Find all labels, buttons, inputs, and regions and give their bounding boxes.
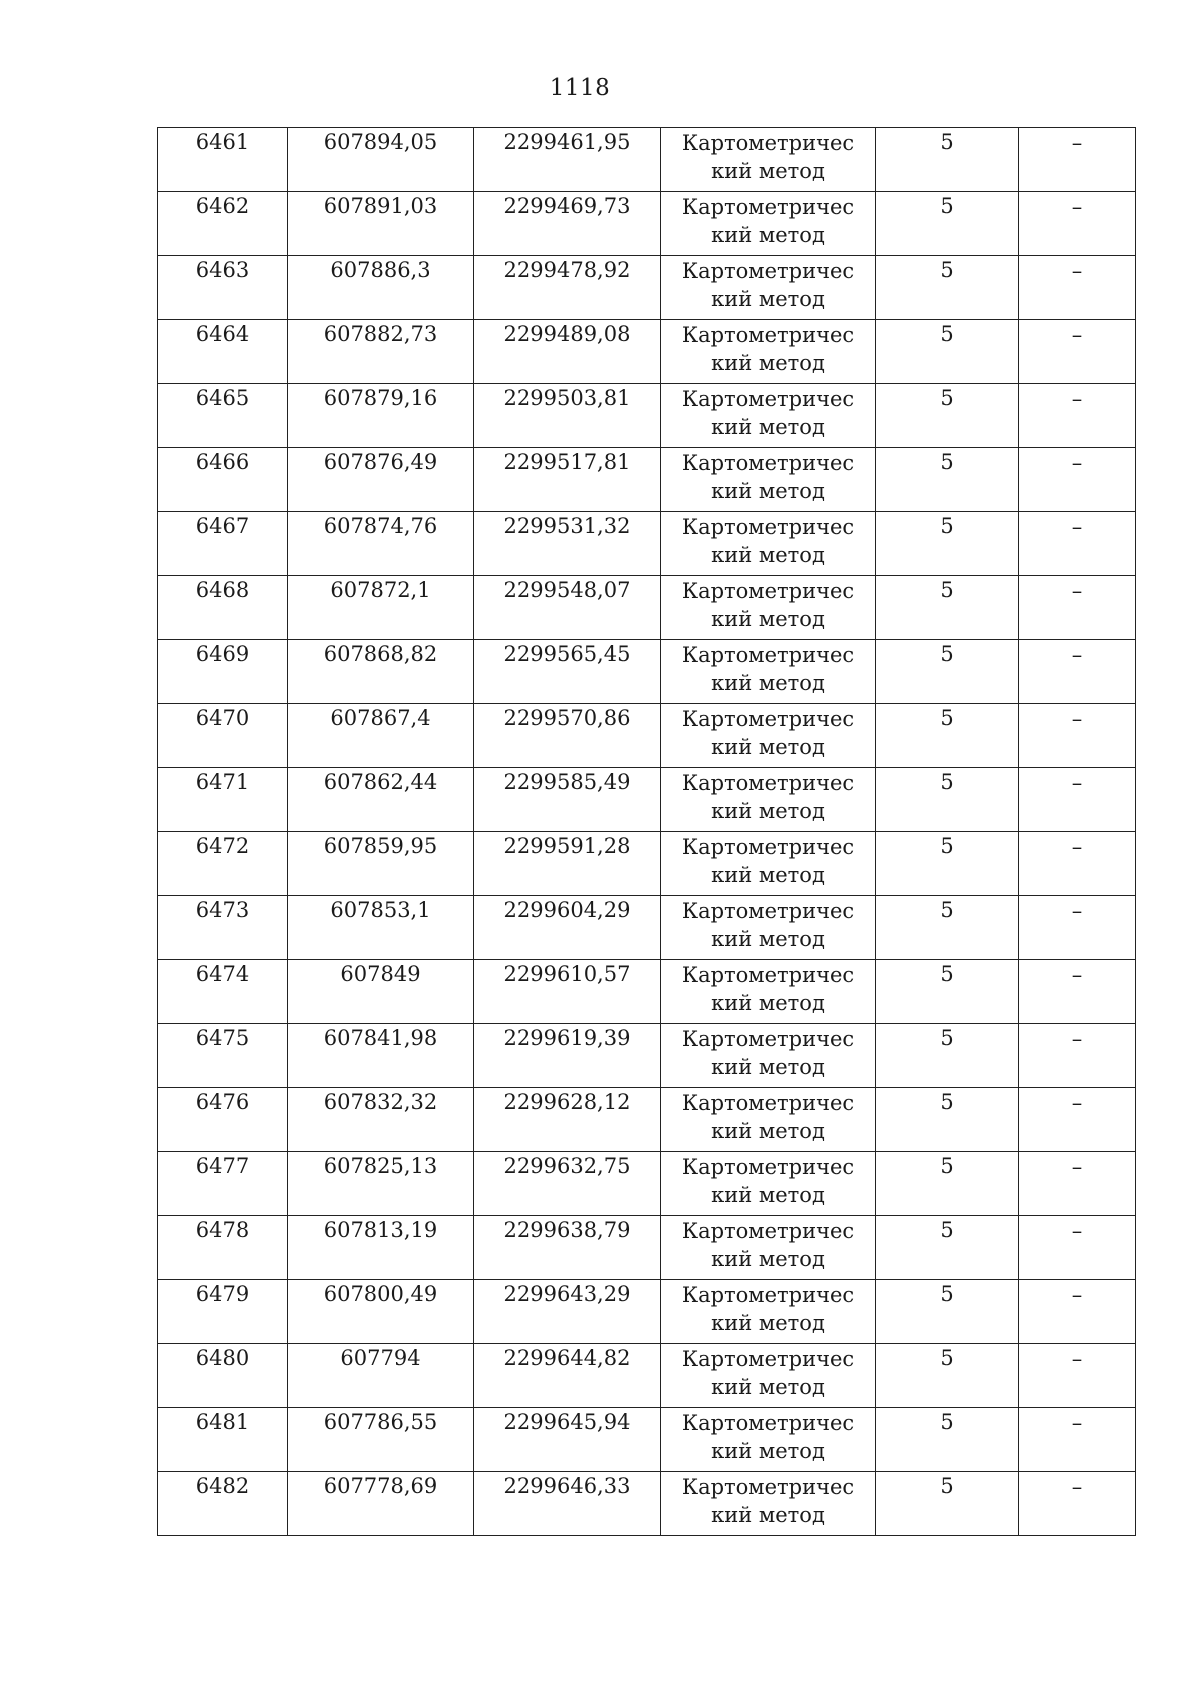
note-cell [1019, 192, 1136, 256]
x-coordinate-cell [288, 128, 474, 192]
accuracy-text: 5 [940, 898, 954, 922]
y-coordinate-cell [474, 512, 661, 576]
accuracy-cell [876, 384, 1019, 448]
method-text: Картометрический метод [681, 259, 855, 311]
x-coordinate-text: 607868,82 [323, 642, 438, 666]
y-coordinate-text: 2299643,29 [503, 1282, 631, 1306]
note-cell [1019, 1088, 1136, 1152]
accuracy-text: 5 [940, 770, 954, 794]
method-text: Картометрический метод [681, 579, 855, 631]
method-cell [661, 896, 876, 960]
accuracy-text: 5 [940, 706, 954, 730]
method-text: Картометрический метод [681, 1411, 855, 1463]
method-text: Картометрический метод [681, 1283, 855, 1335]
method-text: Картометрический метод [681, 1347, 855, 1399]
y-coordinate-text: 2299604,29 [503, 898, 631, 922]
table-row [158, 128, 1136, 192]
point-id-cell [158, 192, 288, 256]
table-row [158, 256, 1136, 320]
accuracy-cell [876, 704, 1019, 768]
note-cell [1019, 768, 1136, 832]
point-id-text: 6464 [195, 322, 250, 346]
note-cell [1019, 1280, 1136, 1344]
accuracy-cell [876, 1152, 1019, 1216]
table-row [158, 704, 1136, 768]
point-id-text: 6479 [195, 1282, 250, 1306]
note-cell [1019, 1152, 1136, 1216]
method-cell [661, 1088, 876, 1152]
note-cell [1019, 576, 1136, 640]
point-id-cell [158, 896, 288, 960]
x-coordinate-text: 607891,03 [323, 194, 438, 218]
y-coordinate-text: 2299645,94 [503, 1410, 631, 1434]
method-cell [661, 768, 876, 832]
accuracy-cell [876, 320, 1019, 384]
y-coordinate-text: 2299619,39 [503, 1026, 631, 1050]
point-id-cell [158, 832, 288, 896]
method-cell [661, 1024, 876, 1088]
y-coordinate-text: 2299548,07 [503, 578, 631, 602]
point-id-cell [158, 256, 288, 320]
y-coordinate-text: 2299531,32 [503, 514, 631, 538]
method-text: Картометрический метод [681, 1027, 855, 1079]
point-id-cell [158, 768, 288, 832]
y-coordinate-cell [474, 128, 661, 192]
accuracy-cell [876, 1472, 1019, 1536]
method-text: Картометрический метод [681, 195, 855, 247]
y-coordinate-cell [474, 448, 661, 512]
table-row [158, 896, 1136, 960]
y-coordinate-cell [474, 1024, 661, 1088]
method-cell [661, 1152, 876, 1216]
point-id-text: 6477 [195, 1154, 250, 1178]
note-text: – [1071, 835, 1083, 859]
x-coordinate-text: 607879,16 [323, 386, 438, 410]
note-cell [1019, 512, 1136, 576]
method-cell [661, 704, 876, 768]
method-cell [661, 960, 876, 1024]
note-text: – [1071, 771, 1083, 795]
accuracy-text: 5 [940, 1090, 954, 1114]
y-coordinate-cell [474, 192, 661, 256]
note-cell [1019, 128, 1136, 192]
y-coordinate-text: 2299461,95 [503, 130, 631, 154]
accuracy-text: 5 [940, 1410, 954, 1434]
accuracy-text: 5 [940, 642, 954, 666]
x-coordinate-cell [288, 1152, 474, 1216]
y-coordinate-text: 2299517,81 [503, 450, 631, 474]
y-coordinate-cell [474, 320, 661, 384]
y-coordinate-cell [474, 1216, 661, 1280]
coordinates-table-body [158, 128, 1136, 1536]
note-text: – [1071, 259, 1083, 283]
point-id-text: 6478 [195, 1218, 250, 1242]
y-coordinate-text: 2299644,82 [503, 1346, 631, 1370]
x-coordinate-cell [288, 768, 474, 832]
point-id-cell [158, 576, 288, 640]
point-id-text: 6461 [195, 130, 250, 154]
table-row [158, 1088, 1136, 1152]
x-coordinate-cell [288, 1088, 474, 1152]
accuracy-text: 5 [940, 450, 954, 474]
point-id-cell [158, 1344, 288, 1408]
x-coordinate-text: 607862,44 [323, 770, 438, 794]
accuracy-text: 5 [940, 1282, 954, 1306]
accuracy-cell [876, 1216, 1019, 1280]
method-cell [661, 1344, 876, 1408]
accuracy-cell [876, 128, 1019, 192]
method-cell [661, 384, 876, 448]
note-text: – [1071, 1027, 1083, 1051]
table-row [158, 576, 1136, 640]
method-text: Картометрический метод [681, 515, 855, 567]
note-text: – [1071, 451, 1083, 475]
method-cell [661, 1472, 876, 1536]
method-text: Картометрический метод [681, 323, 855, 375]
point-id-cell [158, 128, 288, 192]
x-coordinate-cell [288, 832, 474, 896]
accuracy-cell [876, 576, 1019, 640]
method-text: Картометрический метод [681, 771, 855, 823]
accuracy-cell [876, 1280, 1019, 1344]
accuracy-cell [876, 1408, 1019, 1472]
note-text: – [1071, 1475, 1083, 1499]
page-number: 1118 [549, 75, 611, 101]
y-coordinate-cell [474, 1152, 661, 1216]
note-cell [1019, 256, 1136, 320]
table-row [158, 1408, 1136, 1472]
point-id-text: 6482 [195, 1474, 250, 1498]
point-id-text: 6474 [195, 962, 250, 986]
note-text: – [1071, 1283, 1083, 1307]
x-coordinate-text: 607841,98 [323, 1026, 438, 1050]
accuracy-cell [876, 256, 1019, 320]
y-coordinate-text: 2299489,08 [503, 322, 631, 346]
table-row [158, 1280, 1136, 1344]
note-cell [1019, 448, 1136, 512]
method-cell [661, 1216, 876, 1280]
table-row [158, 1152, 1136, 1216]
x-coordinate-text: 607867,4 [330, 706, 431, 730]
note-text: – [1071, 707, 1083, 731]
y-coordinate-text: 2299565,45 [503, 642, 631, 666]
method-text: Картометрический метод [681, 899, 855, 951]
method-text: Картометрический метод [681, 643, 855, 695]
y-coordinate-cell [474, 576, 661, 640]
x-coordinate-cell [288, 1344, 474, 1408]
note-cell [1019, 832, 1136, 896]
x-coordinate-cell [288, 448, 474, 512]
x-coordinate-cell [288, 384, 474, 448]
table-row [158, 1024, 1136, 1088]
method-text: Картометрический метод [681, 963, 855, 1015]
accuracy-cell [876, 448, 1019, 512]
note-cell [1019, 1408, 1136, 1472]
point-id-text: 6462 [195, 194, 250, 218]
method-cell [661, 512, 876, 576]
x-coordinate-text: 607778,69 [323, 1474, 438, 1498]
method-cell [661, 128, 876, 192]
accuracy-cell [876, 1024, 1019, 1088]
y-coordinate-cell [474, 1408, 661, 1472]
accuracy-text: 5 [940, 962, 954, 986]
method-text: Картометрический метод [681, 1155, 855, 1207]
note-text: – [1071, 899, 1083, 923]
x-coordinate-cell [288, 512, 474, 576]
method-text: Картометрический метод [681, 1091, 855, 1143]
note-cell [1019, 896, 1136, 960]
table-row [158, 832, 1136, 896]
point-id-cell [158, 960, 288, 1024]
x-coordinate-cell [288, 1216, 474, 1280]
y-coordinate-cell [474, 960, 661, 1024]
method-cell [661, 448, 876, 512]
accuracy-text: 5 [940, 322, 954, 346]
y-coordinate-cell [474, 1344, 661, 1408]
y-coordinate-cell [474, 1088, 661, 1152]
y-coordinate-text: 2299503,81 [503, 386, 631, 410]
x-coordinate-text: 607859,95 [323, 834, 438, 858]
note-text: – [1071, 195, 1083, 219]
x-coordinate-cell [288, 320, 474, 384]
accuracy-cell [876, 896, 1019, 960]
note-cell [1019, 640, 1136, 704]
accuracy-cell [876, 1344, 1019, 1408]
note-cell [1019, 1216, 1136, 1280]
table-row [158, 320, 1136, 384]
note-text: – [1071, 963, 1083, 987]
accuracy-cell [876, 832, 1019, 896]
accuracy-cell [876, 768, 1019, 832]
x-coordinate-cell [288, 1472, 474, 1536]
note-text: – [1071, 1347, 1083, 1371]
y-coordinate-cell [474, 1472, 661, 1536]
accuracy-text: 5 [940, 1154, 954, 1178]
table-row [158, 448, 1136, 512]
table-row [158, 1344, 1136, 1408]
accuracy-text: 5 [940, 130, 954, 154]
y-coordinate-cell [474, 896, 661, 960]
x-coordinate-cell [288, 1024, 474, 1088]
x-coordinate-text: 607825,13 [323, 1154, 438, 1178]
point-id-text: 6468 [195, 578, 250, 602]
point-id-text: 6467 [195, 514, 250, 538]
accuracy-cell [876, 512, 1019, 576]
x-coordinate-cell [288, 256, 474, 320]
x-coordinate-text: 607794 [340, 1346, 421, 1370]
y-coordinate-cell [474, 1280, 661, 1344]
x-coordinate-text: 607894,05 [323, 130, 438, 154]
note-cell [1019, 384, 1136, 448]
table-row [158, 768, 1136, 832]
y-coordinate-cell [474, 704, 661, 768]
method-cell [661, 640, 876, 704]
accuracy-text: 5 [940, 1218, 954, 1242]
method-cell [661, 576, 876, 640]
y-coordinate-cell [474, 640, 661, 704]
note-text: – [1071, 1091, 1083, 1115]
y-coordinate-text: 2299646,33 [503, 1474, 631, 1498]
point-id-text: 6465 [195, 386, 250, 410]
note-text: – [1071, 515, 1083, 539]
x-coordinate-text: 607874,76 [323, 514, 438, 538]
note-cell [1019, 960, 1136, 1024]
note-cell [1019, 1024, 1136, 1088]
accuracy-text: 5 [940, 1026, 954, 1050]
x-coordinate-text: 607853,1 [330, 898, 431, 922]
x-coordinate-text: 607800,49 [323, 1282, 438, 1306]
point-id-text: 6463 [195, 258, 250, 282]
x-coordinate-text: 607786,55 [323, 1410, 438, 1434]
note-text: – [1071, 579, 1083, 603]
x-coordinate-cell [288, 640, 474, 704]
method-text: Картометрический метод [681, 1475, 855, 1527]
accuracy-cell [876, 192, 1019, 256]
table-row [158, 192, 1136, 256]
table-row [158, 512, 1136, 576]
x-coordinate-text: 607886,3 [330, 258, 431, 282]
method-cell [661, 832, 876, 896]
point-id-text: 6472 [195, 834, 250, 858]
table-row [158, 384, 1136, 448]
y-coordinate-text: 2299638,79 [503, 1218, 631, 1242]
note-text: – [1071, 323, 1083, 347]
method-text: Картометрический метод [681, 451, 855, 503]
x-coordinate-text: 607832,32 [323, 1090, 438, 1114]
point-id-cell [158, 448, 288, 512]
y-coordinate-text: 2299628,12 [503, 1090, 631, 1114]
point-id-text: 6476 [195, 1090, 250, 1114]
coordinates-table [157, 127, 1136, 1536]
accuracy-text: 5 [940, 386, 954, 410]
point-id-cell [158, 512, 288, 576]
accuracy-text: 5 [940, 1346, 954, 1370]
accuracy-cell [876, 640, 1019, 704]
y-coordinate-cell [474, 832, 661, 896]
y-coordinate-text: 2299570,86 [503, 706, 631, 730]
x-coordinate-text: 607849 [340, 962, 421, 986]
note-text: – [1071, 131, 1083, 155]
y-coordinate-text: 2299585,49 [503, 770, 631, 794]
coordinates-table-container [157, 127, 1136, 1536]
note-text: – [1071, 387, 1083, 411]
table-row [158, 1472, 1136, 1536]
table-row [158, 960, 1136, 1024]
method-cell [661, 256, 876, 320]
point-id-text: 6466 [195, 450, 250, 474]
method-text: Картометрический метод [681, 835, 855, 887]
table-row [158, 1216, 1136, 1280]
point-id-cell [158, 320, 288, 384]
y-coordinate-cell [474, 256, 661, 320]
method-text: Картометрический метод [681, 707, 855, 759]
x-coordinate-text: 607876,49 [323, 450, 438, 474]
y-coordinate-cell [474, 384, 661, 448]
table-row [158, 640, 1136, 704]
x-coordinate-cell [288, 1408, 474, 1472]
point-id-cell [158, 704, 288, 768]
y-coordinate-text: 2299610,57 [503, 962, 631, 986]
point-id-text: 6471 [195, 770, 250, 794]
x-coordinate-cell [288, 896, 474, 960]
y-coordinate-text: 2299478,92 [503, 258, 631, 282]
note-text: – [1071, 1411, 1083, 1435]
y-coordinate-cell [474, 768, 661, 832]
point-id-cell [158, 384, 288, 448]
point-id-cell [158, 1024, 288, 1088]
point-id-text: 6475 [195, 1026, 250, 1050]
point-id-text: 6480 [195, 1346, 250, 1370]
point-id-cell [158, 1472, 288, 1536]
accuracy-text: 5 [940, 1474, 954, 1498]
accuracy-text: 5 [940, 578, 954, 602]
point-id-cell [158, 1408, 288, 1472]
point-id-cell [158, 640, 288, 704]
accuracy-cell [876, 960, 1019, 1024]
accuracy-text: 5 [940, 258, 954, 282]
method-cell [661, 1280, 876, 1344]
x-coordinate-cell [288, 960, 474, 1024]
note-cell [1019, 1344, 1136, 1408]
y-coordinate-text: 2299591,28 [503, 834, 631, 858]
accuracy-text: 5 [940, 514, 954, 538]
point-id-text: 6470 [195, 706, 250, 730]
method-cell [661, 1408, 876, 1472]
accuracy-cell [876, 1088, 1019, 1152]
x-coordinate-text: 607882,73 [323, 322, 438, 346]
note-cell [1019, 704, 1136, 768]
note-cell [1019, 1472, 1136, 1536]
x-coordinate-cell [288, 576, 474, 640]
x-coordinate-cell [288, 704, 474, 768]
point-id-text: 6481 [195, 1410, 250, 1434]
accuracy-text: 5 [940, 194, 954, 218]
method-cell [661, 320, 876, 384]
x-coordinate-text: 607813,19 [323, 1218, 438, 1242]
note-text: – [1071, 1219, 1083, 1243]
point-id-cell [158, 1280, 288, 1344]
method-cell [661, 192, 876, 256]
note-text: – [1071, 1155, 1083, 1179]
point-id-cell [158, 1152, 288, 1216]
x-coordinate-cell [288, 192, 474, 256]
method-text: Картометрический метод [681, 131, 855, 183]
y-coordinate-text: 2299632,75 [503, 1154, 631, 1178]
x-coordinate-text: 607872,1 [330, 578, 431, 602]
y-coordinate-text: 2299469,73 [503, 194, 631, 218]
accuracy-text: 5 [940, 834, 954, 858]
point-id-cell [158, 1216, 288, 1280]
point-id-text: 6469 [195, 642, 250, 666]
method-text: Картометрический метод [681, 1219, 855, 1271]
point-id-text: 6473 [195, 898, 250, 922]
note-cell [1019, 320, 1136, 384]
note-text: – [1071, 643, 1083, 667]
method-text: Картометрический метод [681, 387, 855, 439]
x-coordinate-cell [288, 1280, 474, 1344]
point-id-cell [158, 1088, 288, 1152]
